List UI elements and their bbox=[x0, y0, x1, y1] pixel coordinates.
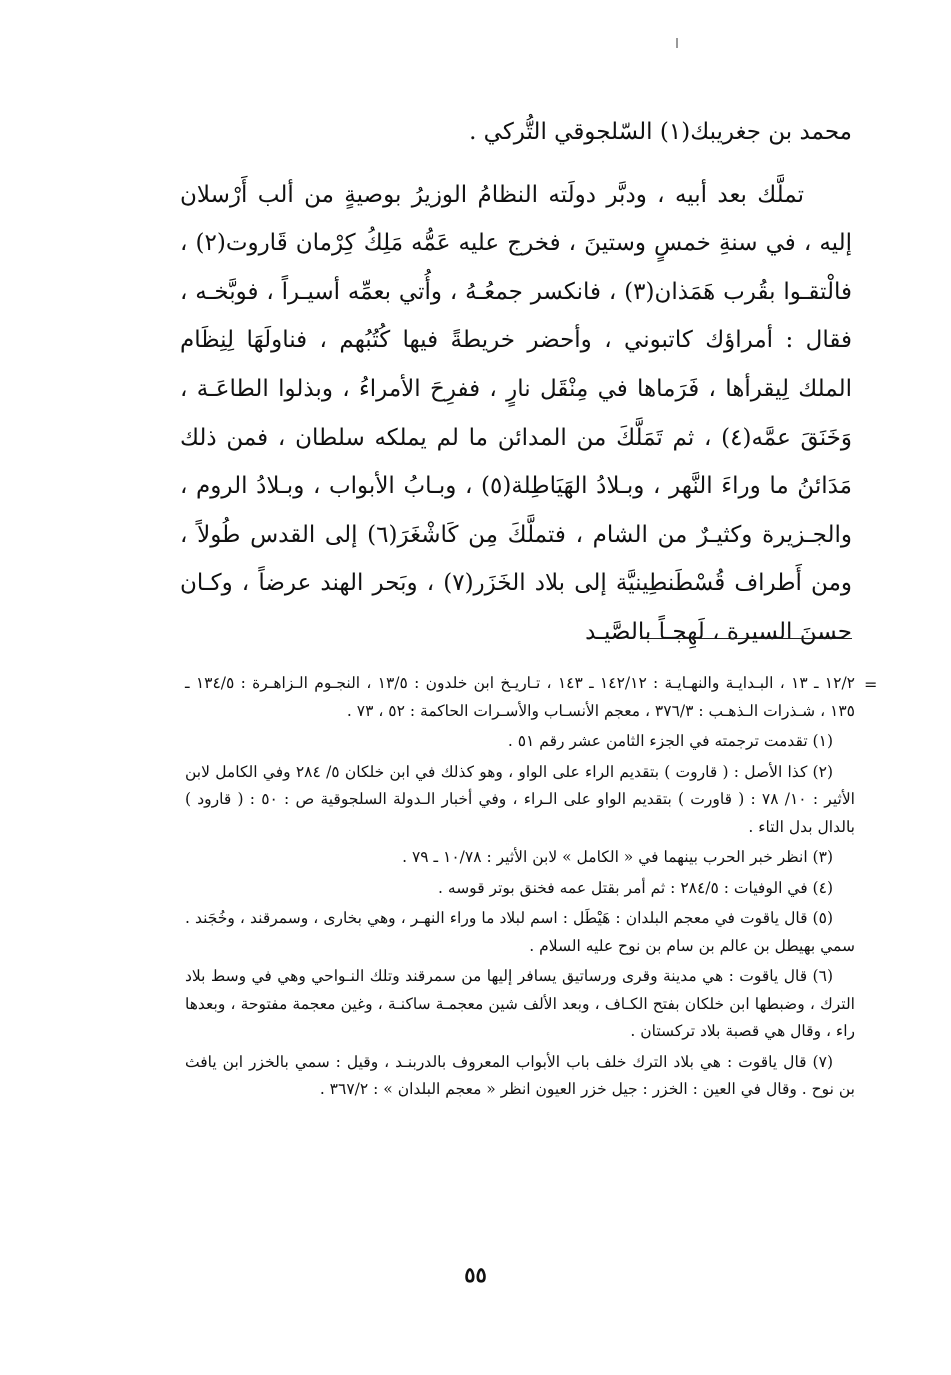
entry-heading: محمد بن جغريبك(١) السّلجوقي التُّركي . bbox=[469, 119, 852, 145]
footnote-1: (١) تقدمت ترجمته في الجزء الثامن عشر رقم ٥١ . bbox=[507, 732, 833, 750]
page-number: ٥٥ bbox=[464, 1262, 487, 1287]
main-paragraph: تملَّك بعد أبيه ، ودبَّر دولَته النظامُ الوزيرُ بوصيةٍ من ألب أَرْسلان إليه ، في سنةِ خمسٍ وستينَ ، فخرج عليه عَمُّه مَلِكُ كِرْمان قَاروت(٢) ، فالْتقـوا بقُرب هَمَذان(٣) ، فانكسر جمعُـهُ ، وأُتي بعمِّه أسيـراً ، فوبَّخـه ، فقال : أمراؤك كاتبوني ، وأحضر خريطةً فيها كُتُبُهم ، فناولَهَا لِنِظَام الملك لِيقرأها ، فَرَماها في مِنْقَل نارٍ ، ففرِحَ الأمراءُ ، وبذلوا الطاعَـة ، وَخَنَقَ عمَّه(٤) ، ثم تَمَلَّكَ من المدائن ما لم يملكه سلطان ، فمن ذلك مَدَائنُ ما وراءَ النَّهر ، وبـلادُ الهَيَاطِلة(٥) ، وبـابُ الأبواب ، وبـلادُ الروم ، والجـزيرة وكثيـرٌ من الشام ، فتملَّكَ مِن كَاشْغَرَ(٦) إلى القدس طُولاً ، ومن أَطراف قُسْطَنطِينيَّة إلى بلاد الخَزَر(٧) ، وبَحر الهند عرضاً ، وكـان حسنَ السيرة ، لَهِجـاً بالصَّيـد bbox=[180, 181, 853, 645]
main-text bbox=[180, 108, 852, 657]
scan-mark bbox=[676, 38, 678, 48]
footnote-6: (٦) قال ياقوت : هي مدينة وقرى ورساتيق يسافر إليها من سمرقند وتلك النـواحي وهي في وسط بلاد الترك ، وضبطها ابن خلكان بفتح الكـاف ، وبعد الألف شين معجمـة ساكنـة ، وغين معجمة مفتوحة ، وبعدها راء ، وقال هي قصبة بلاد تركستان . bbox=[185, 967, 855, 1040]
footnote-continuation: ١٢/٢ ـ ١٣ ، البـدايـة والنهـايـة : ١٤٢/١٢ ـ ١٤٣ ، تـاريـخ ابن خلدون : ١٣/٥ ، النجـوم الـزاهـرة : ١٣٤/٥ ـ ١٣٥ ، شـذرات الـذهـب : ٣٧٦/٣ ، معجم الأنسـاب والأسـرات الحاكمة : ٥٢ ، ٧٣ . bbox=[185, 674, 855, 720]
footnote-4: (٤) في الوفيات : ٢٨٤/٥ : ثم أمر بقتل عمه فخنق بوتر قوسه . bbox=[438, 878, 833, 897]
footnote-separator bbox=[640, 638, 852, 639]
footnote-3: (٣) انظر خبر الحرب بينهما في « الكامل » لابن الأثير : ١٠/٧٨ ـ ٧٩ . bbox=[402, 848, 833, 866]
footnotes bbox=[185, 670, 855, 1104]
continuation-mark: = bbox=[864, 675, 878, 694]
footnote-2: (٢) كذا الأصل : ( قاروت ) بتقديم الراء على الواو ، وهو كذلك في ابن خلكان ٥/ ٢٨٤ وفي الكامل لابن الأثير : ١٠/ ٧٨ : ( قاورت ) بتقديم الواو على الـراء ، وفي أخبار الـدولة السلجوقية ص : ٥٠ : ( قارود ) بالدال بدل التاء . bbox=[185, 762, 855, 836]
footnote-7: (٧) قال ياقوت : هي بلاد الترك خلف باب الأبواب المعروف بالدربنـد ، وقيل : سمي بالخزر ابن يافث بن نوح . وقال في العين : الخزر : جيل خزر العيون انظر « معجم البلدان » : ٣٦٧/٢ . bbox=[185, 1052, 855, 1098]
footnote-5: (٥) قال ياقوت في معجم البلدان : هَيْطَل : اسم لبلاد ما وراء النهـر ، وهي بخارى ، وسمرقند ، وخُجَند . سمي بهيطل بن عالم بن سام بن نوح عليه السلام . bbox=[185, 909, 855, 955]
